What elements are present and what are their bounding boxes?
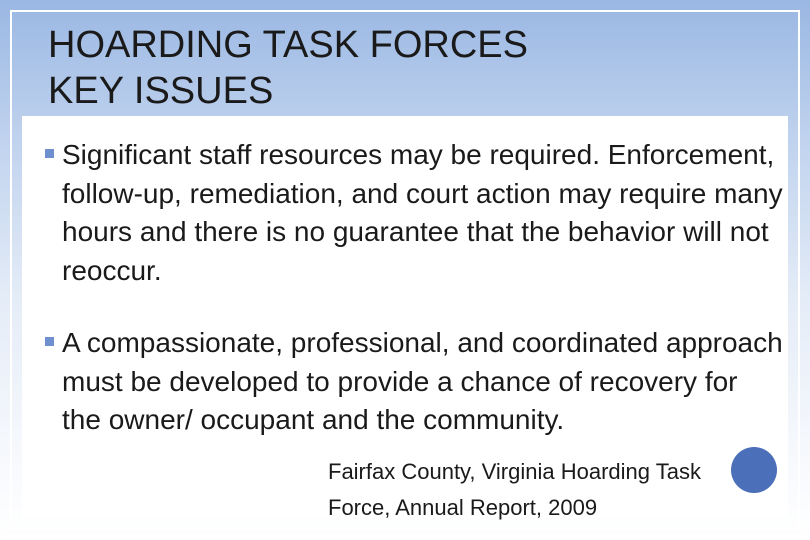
citation [328,454,798,526]
title-line-2: KEY ISSUES [48,70,274,112]
bullet-text: Significant staff resources may be required. Enforcement, follow-up, remediation, and court action may require many hours and there is no guarantee that the behavior will not reoccur. [62,139,783,286]
bullet-item [44,324,784,440]
bullet-item [44,136,784,290]
slide-title [48,22,528,114]
frame-border-right [798,10,800,530]
bullet-list [44,136,784,440]
frame-border-left [10,10,12,530]
bullet-text: A compassionate, professional, and coordinated approach must be developed to provide a chance of recovery for the owner/ occupant and the community. [62,327,783,435]
citation-line-1: Fairfax County, Virginia Hoarding Task [328,459,701,484]
frame-border-top [10,10,800,12]
square-bullet-icon [45,149,54,158]
square-bullet-icon [45,337,54,346]
title-line-1: HOARDING TASK FORCES [48,24,528,66]
frame-border-bottom [10,528,800,530]
citation-line-2: Force, Annual Report, 2009 [328,495,598,520]
